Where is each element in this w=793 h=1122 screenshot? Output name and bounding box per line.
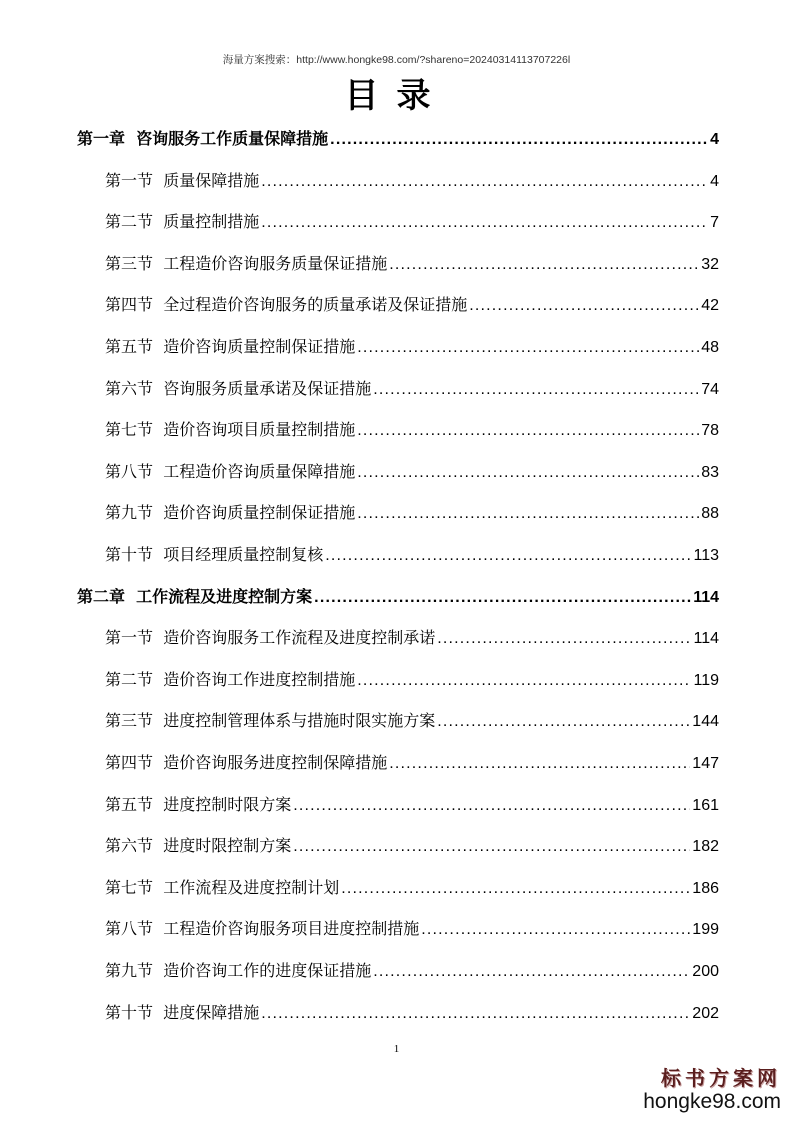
toc-page-number: 119 xyxy=(693,672,719,689)
toc-page-number: 4 xyxy=(710,173,719,190)
toc-page-number: 186 xyxy=(692,880,719,897)
toc-section-row[interactable] xyxy=(105,169,719,193)
toc-section-row[interactable] xyxy=(105,210,719,234)
toc-section-row[interactable] xyxy=(105,876,719,900)
toc-entry-number: 第八节 xyxy=(105,462,164,481)
toc-dot-leader xyxy=(293,794,690,818)
toc-section-row[interactable] xyxy=(105,293,719,317)
toc-title: 目录 xyxy=(344,76,449,116)
toc-entry-number: 第七节 xyxy=(105,878,164,897)
toc-entry-title: 造价咨询工作进度控制措施 xyxy=(163,670,356,689)
toc-section-row[interactable] xyxy=(105,418,719,442)
toc-entry-title: 工作流程及进度控制方案 xyxy=(136,587,313,606)
toc-entry-number: 第一节 xyxy=(105,171,164,190)
toc-chapter-row[interactable] xyxy=(77,585,719,609)
toc-section-row[interactable] xyxy=(105,751,719,775)
watermark-logo xyxy=(643,1066,781,1114)
toc-entry-title: 咨询服务工作质量保障措施 xyxy=(136,129,329,148)
toc-section-row[interactable] xyxy=(105,501,719,525)
toc-page-number: 200 xyxy=(692,963,719,980)
toc-entry-title: 进度保障措施 xyxy=(163,1003,260,1022)
toc-entry-number: 第九节 xyxy=(105,961,164,980)
toc-dot-leader xyxy=(357,502,699,526)
toc-entry-number: 第十节 xyxy=(105,545,164,564)
toc-page-number: 74 xyxy=(701,381,719,398)
toc-page-number: 32 xyxy=(701,256,719,273)
toc-dot-leader xyxy=(330,128,708,152)
toc-entry-title: 造价咨询质量控制保证措施 xyxy=(163,503,356,522)
toc-page-number: 7 xyxy=(710,214,719,231)
toc-page-number: 42 xyxy=(701,297,719,314)
toc-page-number: 199 xyxy=(692,921,719,938)
toc-entry-title: 造价咨询服务工作流程及进度控制承诺 xyxy=(163,628,436,647)
toc-section-row[interactable] xyxy=(105,959,719,983)
toc-dot-leader xyxy=(357,336,699,360)
toc-section-row[interactable] xyxy=(105,917,719,941)
toc-entry-title: 进度控制管理体系与措施时限实施方案 xyxy=(163,711,436,730)
toc-dot-leader xyxy=(261,170,708,194)
toc-dot-leader xyxy=(357,669,691,693)
toc-entry-number: 第八节 xyxy=(105,919,164,938)
toc-page-number: 202 xyxy=(692,1005,719,1022)
toc-page-number: 147 xyxy=(692,755,719,772)
toc-dot-leader xyxy=(421,918,690,942)
toc-entry-title: 项目经理质量控制复核 xyxy=(163,545,324,564)
toc-page-number: 88 xyxy=(701,505,719,522)
toc-page-number: 83 xyxy=(701,464,719,481)
toc-dot-leader xyxy=(261,211,708,235)
toc-dot-leader xyxy=(357,461,699,485)
toc-entry-title: 造价咨询工作的进度保证措施 xyxy=(163,961,372,980)
toc-entry-number: 第三节 xyxy=(105,711,164,730)
toc-section-row[interactable] xyxy=(105,709,719,733)
toc-entry-title: 工程造价咨询服务项目进度控制措施 xyxy=(163,919,420,938)
toc-entry-title: 造价咨询质量控制保证措施 xyxy=(163,337,356,356)
toc-dot-leader xyxy=(469,294,699,318)
toc-entry-title: 造价咨询服务进度控制保障措施 xyxy=(163,753,388,772)
toc-page-number: 144 xyxy=(692,713,719,730)
toc-entry-number: 第三节 xyxy=(105,254,164,273)
toc-entry-title: 质量控制措施 xyxy=(163,212,260,231)
toc-section-row[interactable] xyxy=(105,252,719,276)
toc-dot-leader xyxy=(357,419,699,443)
toc-section-row[interactable] xyxy=(105,834,719,858)
toc-section-row[interactable] xyxy=(105,626,719,650)
toc-section-row[interactable] xyxy=(105,543,719,567)
toc-section-row[interactable] xyxy=(105,793,719,817)
toc-entry-title: 进度控制时限方案 xyxy=(163,795,292,814)
toc-entry-number: 第六节 xyxy=(105,836,164,855)
toc-dot-leader xyxy=(437,710,690,734)
toc-page-number: 161 xyxy=(692,797,719,814)
toc-dot-leader xyxy=(373,960,690,984)
toc-dot-leader xyxy=(437,627,691,651)
page-header-url: 海量方案搜索：http://www.hongke98.com/?shareno=20240314113707226l xyxy=(222,54,571,66)
toc-entry-title: 质量保障措施 xyxy=(163,171,260,190)
toc-page-number: 113 xyxy=(693,547,719,564)
watermark-cn-text: 标书方案网 xyxy=(661,1066,781,1090)
toc-dot-leader xyxy=(325,544,691,568)
toc-entry-number: 第七节 xyxy=(105,420,164,439)
toc-entry-number: 第四节 xyxy=(105,753,164,772)
toc-page-number: 114 xyxy=(693,630,719,647)
toc-dot-leader xyxy=(314,586,691,610)
toc-entry-number: 第二节 xyxy=(105,670,164,689)
toc-entry-title: 全过程造价咨询服务的质量承诺及保证措施 xyxy=(163,295,468,314)
toc-dot-leader xyxy=(341,877,690,901)
toc-dot-leader xyxy=(389,253,699,277)
toc-entry-title: 工作流程及进度控制计划 xyxy=(163,878,340,897)
page-number: 1 xyxy=(393,1043,400,1055)
toc-section-row[interactable] xyxy=(105,668,719,692)
toc-page-number: 182 xyxy=(692,838,719,855)
toc-entry-number: 第六节 xyxy=(105,379,164,398)
toc-entry-number: 第十节 xyxy=(105,1003,164,1022)
toc-dot-leader xyxy=(373,378,699,402)
toc-section-row[interactable] xyxy=(105,335,719,359)
toc-entry-title: 咨询服务质量承诺及保证措施 xyxy=(163,379,372,398)
toc-page-number: 48 xyxy=(701,339,719,356)
watermark-en-text: hongke98.com xyxy=(643,1090,781,1113)
toc-entry-number: 第九节 xyxy=(105,503,164,522)
toc-entry-number: 第四节 xyxy=(105,295,164,314)
toc-entry-number: 第一节 xyxy=(105,628,164,647)
toc-page-number: 4 xyxy=(710,131,719,148)
toc-entry-number: 第一章 xyxy=(77,129,137,148)
toc-dot-leader xyxy=(389,752,690,776)
toc-page-number: 78 xyxy=(701,422,719,439)
toc-dot-leader xyxy=(293,835,690,859)
toc-entry-title: 工程造价咨询服务质量保证措施 xyxy=(163,254,388,273)
toc-chapter-row[interactable] xyxy=(77,127,719,151)
toc-section-row[interactable] xyxy=(105,460,719,484)
toc-page-number: 114 xyxy=(693,589,719,606)
toc-entry-title: 进度时限控制方案 xyxy=(163,836,292,855)
toc-section-row[interactable] xyxy=(105,1001,719,1025)
toc-entry-number: 第五节 xyxy=(105,337,164,356)
toc-entry-title: 造价咨询项目质量控制措施 xyxy=(163,420,356,439)
toc-entry-title: 工程造价咨询质量保障措施 xyxy=(163,462,356,481)
toc-entry-number: 第二节 xyxy=(105,212,164,231)
toc-dot-leader xyxy=(261,1002,690,1026)
toc-entry-number: 第二章 xyxy=(77,587,137,606)
toc-section-row[interactable] xyxy=(105,377,719,401)
toc-entry-number: 第五节 xyxy=(105,795,164,814)
